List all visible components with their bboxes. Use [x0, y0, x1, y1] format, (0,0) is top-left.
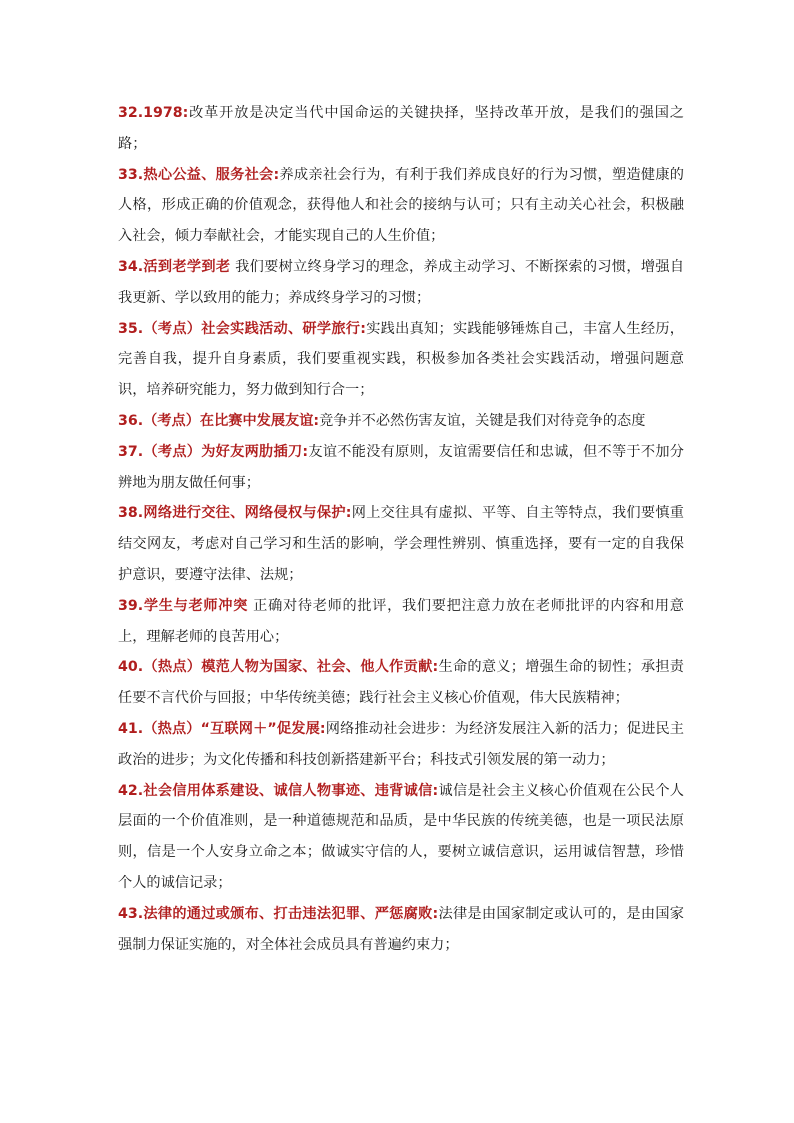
entry-35: [118, 314, 684, 406]
entry-text: 实践出真知；实践能够锤炼自己，丰富人生经历，完善自我，提升自身素质，我们要重视实践，积极参加各类社会实践活动，增强问题意识，培养研究能力，努力做到知行合一；: [118, 320, 684, 399]
entry-heading: 42.社会信用体系建设、诚信人物事迹、违背诚信:: [118, 782, 439, 799]
entry-text: 诚信是社会主义核心价值观在公民个人层面的一个价值准则，是一种道德规范和品质，是中华民族的传统美德，也是一项民法原则，信是一个人安身立命之本；做诚实守信的人，要树立诚信意识，运用诚信智慧，珍惜个人的诚信记录；: [118, 782, 684, 891]
entry-heading: 34.活到老学到老: [118, 258, 231, 275]
entry-text: 法律是由国家制定或认可的，是由国家强制力保证实施的，对全体社会成员具有普遍约束力；: [118, 905, 684, 953]
entry-heading: 35.（考点）社会实践活动、研学旅行:: [118, 320, 366, 337]
entry-text: 正确对待老师的批评，我们要把注意力放在老师批评的内容和用意上，理解老师的良苦用心；: [118, 597, 684, 645]
entry-32: [118, 98, 684, 160]
entry-40: [118, 652, 684, 714]
entry-heading: 38.网络进行交往、网络侵权与保护:: [118, 505, 352, 522]
entry-text: 生命的意义；增强生命的韧性；承担责任要不言代价与回报；中华传统美德；践行社会主义核心价值观，伟大民族精神；: [118, 659, 684, 707]
entry-heading: 41.（热点）“互联网＋”促发展:: [118, 720, 326, 737]
entry-34: [118, 252, 684, 314]
entry-text: 改革开放是决定当代中国命运的关键抉择，坚持改革开放，是我们的强国之路；: [118, 105, 684, 152]
entry-37: [118, 437, 684, 499]
entry-heading: 43.法律的通过或颁布、打击违法犯罪、严惩腐败:: [118, 905, 439, 922]
entry-heading: 33.热心公益、服务社会:: [118, 166, 280, 183]
entry-text: 养成亲社会行为，有利于我们养成良好的行为习惯，塑造健康的人格，形成正确的价值观念，获得他人和社会的接纳与认可；只有主动关心社会，积极融入社会，倾力奉献社会，才能实现自己的人生价值；: [118, 166, 684, 245]
entry-36: [118, 406, 684, 437]
entry-heading: 37.（考点）为好友两肋插刀:: [118, 443, 309, 460]
document-page: [118, 98, 684, 960]
entry-text: 竞争并不必然伤害友谊，关键是我们对待竞争的态度: [319, 412, 646, 429]
entry-heading: 36.（考点）在比赛中发展友谊:: [118, 412, 320, 429]
entry-text: 友谊不能没有原则，友谊需要信任和忠诚，但不等于不加分辨地为朋友做任何事；: [118, 443, 684, 491]
entry-39: [118, 591, 684, 653]
entry-text: 我们要树立终身学习的理念，养成主动学习、不断探索的习惯，增强自我更新、学以致用的能力；养成终身学习的习惯；: [118, 258, 685, 306]
entry-text: 网上交往具有虚拟、平等、自主等特点，我们要慎重结交网友，考虑对自己学习和生活的影响，学会理性辨别、慎重选择，要有一定的自我保护意识，要遵守法律、法规；: [118, 505, 684, 583]
entry-heading: 39.学生与老师冲突: [118, 597, 248, 614]
entry-38: [118, 498, 684, 590]
entry-33: [118, 160, 684, 252]
entry-43: [118, 899, 684, 961]
entry-heading: 32.1978:: [118, 105, 189, 121]
entry-41: [118, 714, 684, 776]
entry-text: 网络推动社会进步：为经济发展注入新的活力；促进民主政治的进步；为文化传播和科技创新搭建新平台；科技式引领发展的第一动力；: [118, 720, 684, 768]
entry-42: [118, 776, 684, 899]
entry-heading: 40.（热点）模范人物为国家、社会、他人作贡献:: [118, 659, 439, 676]
